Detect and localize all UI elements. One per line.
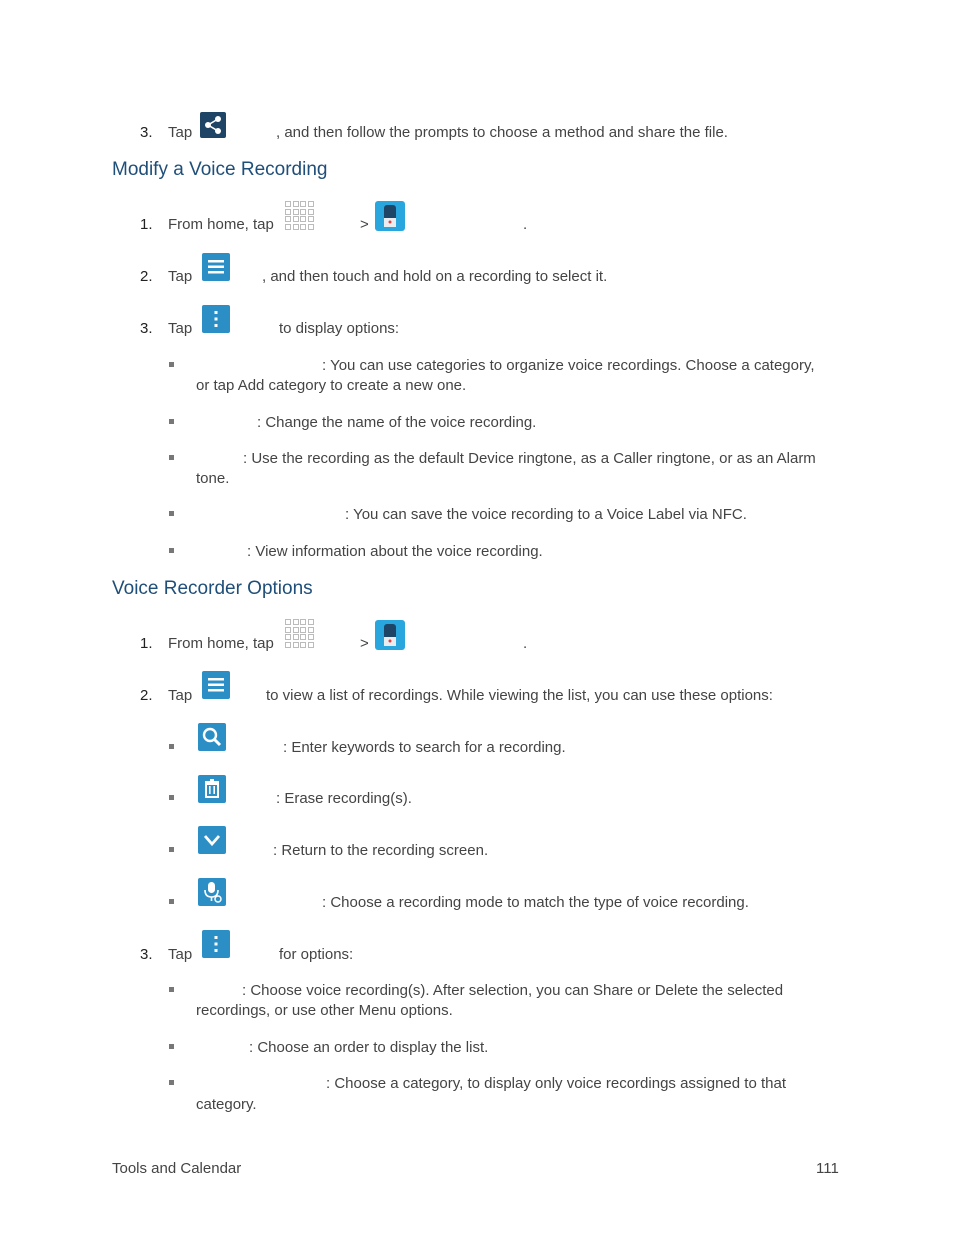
step-number: 2. xyxy=(140,687,153,704)
step-separator: > xyxy=(360,635,369,652)
chevron-down-icon xyxy=(198,826,226,854)
step-text: Tap xyxy=(168,687,193,704)
bullet-marker xyxy=(169,1044,174,1049)
step-number: 1. xyxy=(140,216,153,233)
voice-recorder-app-icon xyxy=(375,620,405,650)
bullet-marker xyxy=(169,847,174,852)
more-options-icon xyxy=(202,930,230,958)
step-text: to view a list of recordings. While viewing the list, you can use these options: xyxy=(266,687,773,704)
step-text: Tap xyxy=(168,268,193,285)
apps-grid-icon xyxy=(285,201,313,229)
bullet-text: : Enter keywords to search for a recording. xyxy=(283,739,566,756)
bullet-marker xyxy=(169,419,174,424)
step-end: . xyxy=(523,635,528,652)
step-number: 3. xyxy=(140,124,153,141)
step-text: , and then touch and hold on a recording to select it. xyxy=(262,268,608,285)
step-number: 1. xyxy=(140,635,153,652)
bullet-text: : Choose voice recording(s). After selection, you can Share or Delete the selected xyxy=(242,982,784,999)
bullet-marker xyxy=(169,548,174,553)
bullet-text: : You can save the voice recording to a Voice Label via NFC. xyxy=(345,506,747,523)
bullet-text: : Change the name of the voice recording. xyxy=(257,414,537,431)
bullet-text: : Choose an order to display the list. xyxy=(249,1039,489,1056)
step-text: to display options: xyxy=(279,320,400,337)
step-text: , and then follow the prompts to choose a method and share the file. xyxy=(276,124,728,141)
bullet-text: : Return to the recording screen. xyxy=(273,842,489,859)
bullet-text: recordings, or use other Menu options. xyxy=(196,1002,453,1019)
bullet-marker xyxy=(169,744,174,749)
mic-settings-icon xyxy=(198,878,226,906)
footer-section-title: Tools and Calendar xyxy=(112,1160,242,1177)
step-end: . xyxy=(523,216,528,233)
bullet-text: tone. xyxy=(196,470,230,487)
voice-recorder-app-icon xyxy=(375,201,405,231)
bullet-text: : Erase recording(s). xyxy=(276,790,412,807)
bullet-marker xyxy=(169,1080,174,1085)
bullet-marker xyxy=(169,795,174,800)
step-text: From home, tap xyxy=(168,635,274,652)
bullet-text: : Choose a category, to display only voice recordings assigned to that xyxy=(326,1075,786,1092)
step-number: 3. xyxy=(140,946,153,963)
step-text: Tap xyxy=(168,946,193,963)
bullet-marker xyxy=(169,987,174,992)
bullet-text: : Use the recording as the default Device ringtone, as a Caller ringtone, or as an Alarm xyxy=(243,450,816,467)
bullet-text: or tap Add category to create a new one. xyxy=(196,377,467,394)
step-separator: > xyxy=(360,216,369,233)
bullet-marker xyxy=(169,362,174,367)
step-number: 2. xyxy=(140,268,153,285)
list-icon xyxy=(202,671,230,699)
search-icon xyxy=(198,723,226,751)
bullet-text: category. xyxy=(196,1096,257,1113)
step-text: for options: xyxy=(279,946,354,963)
page-number: 111 xyxy=(816,1160,839,1177)
bullet-marker xyxy=(169,455,174,460)
share-icon xyxy=(200,112,226,138)
bullet-text: : Choose a recording mode to match the type of voice recording. xyxy=(322,894,749,911)
apps-grid-icon xyxy=(285,619,313,647)
section-heading: Voice Recorder Options xyxy=(112,578,313,599)
step-text: From home, tap xyxy=(168,216,274,233)
step-number: 3. xyxy=(140,320,153,337)
bullet-marker xyxy=(169,511,174,516)
more-options-icon xyxy=(202,305,230,333)
bullet-text: : You can use categories to organize voice recordings. Choose a category, xyxy=(322,357,815,374)
bullet-marker xyxy=(169,899,174,904)
list-icon xyxy=(202,253,230,281)
trash-icon xyxy=(198,775,226,803)
step-text: Tap xyxy=(168,124,193,141)
step-text: Tap xyxy=(168,320,193,337)
section-heading: Modify a Voice Recording xyxy=(112,159,328,180)
bullet-text: : View information about the voice recording. xyxy=(247,543,543,560)
